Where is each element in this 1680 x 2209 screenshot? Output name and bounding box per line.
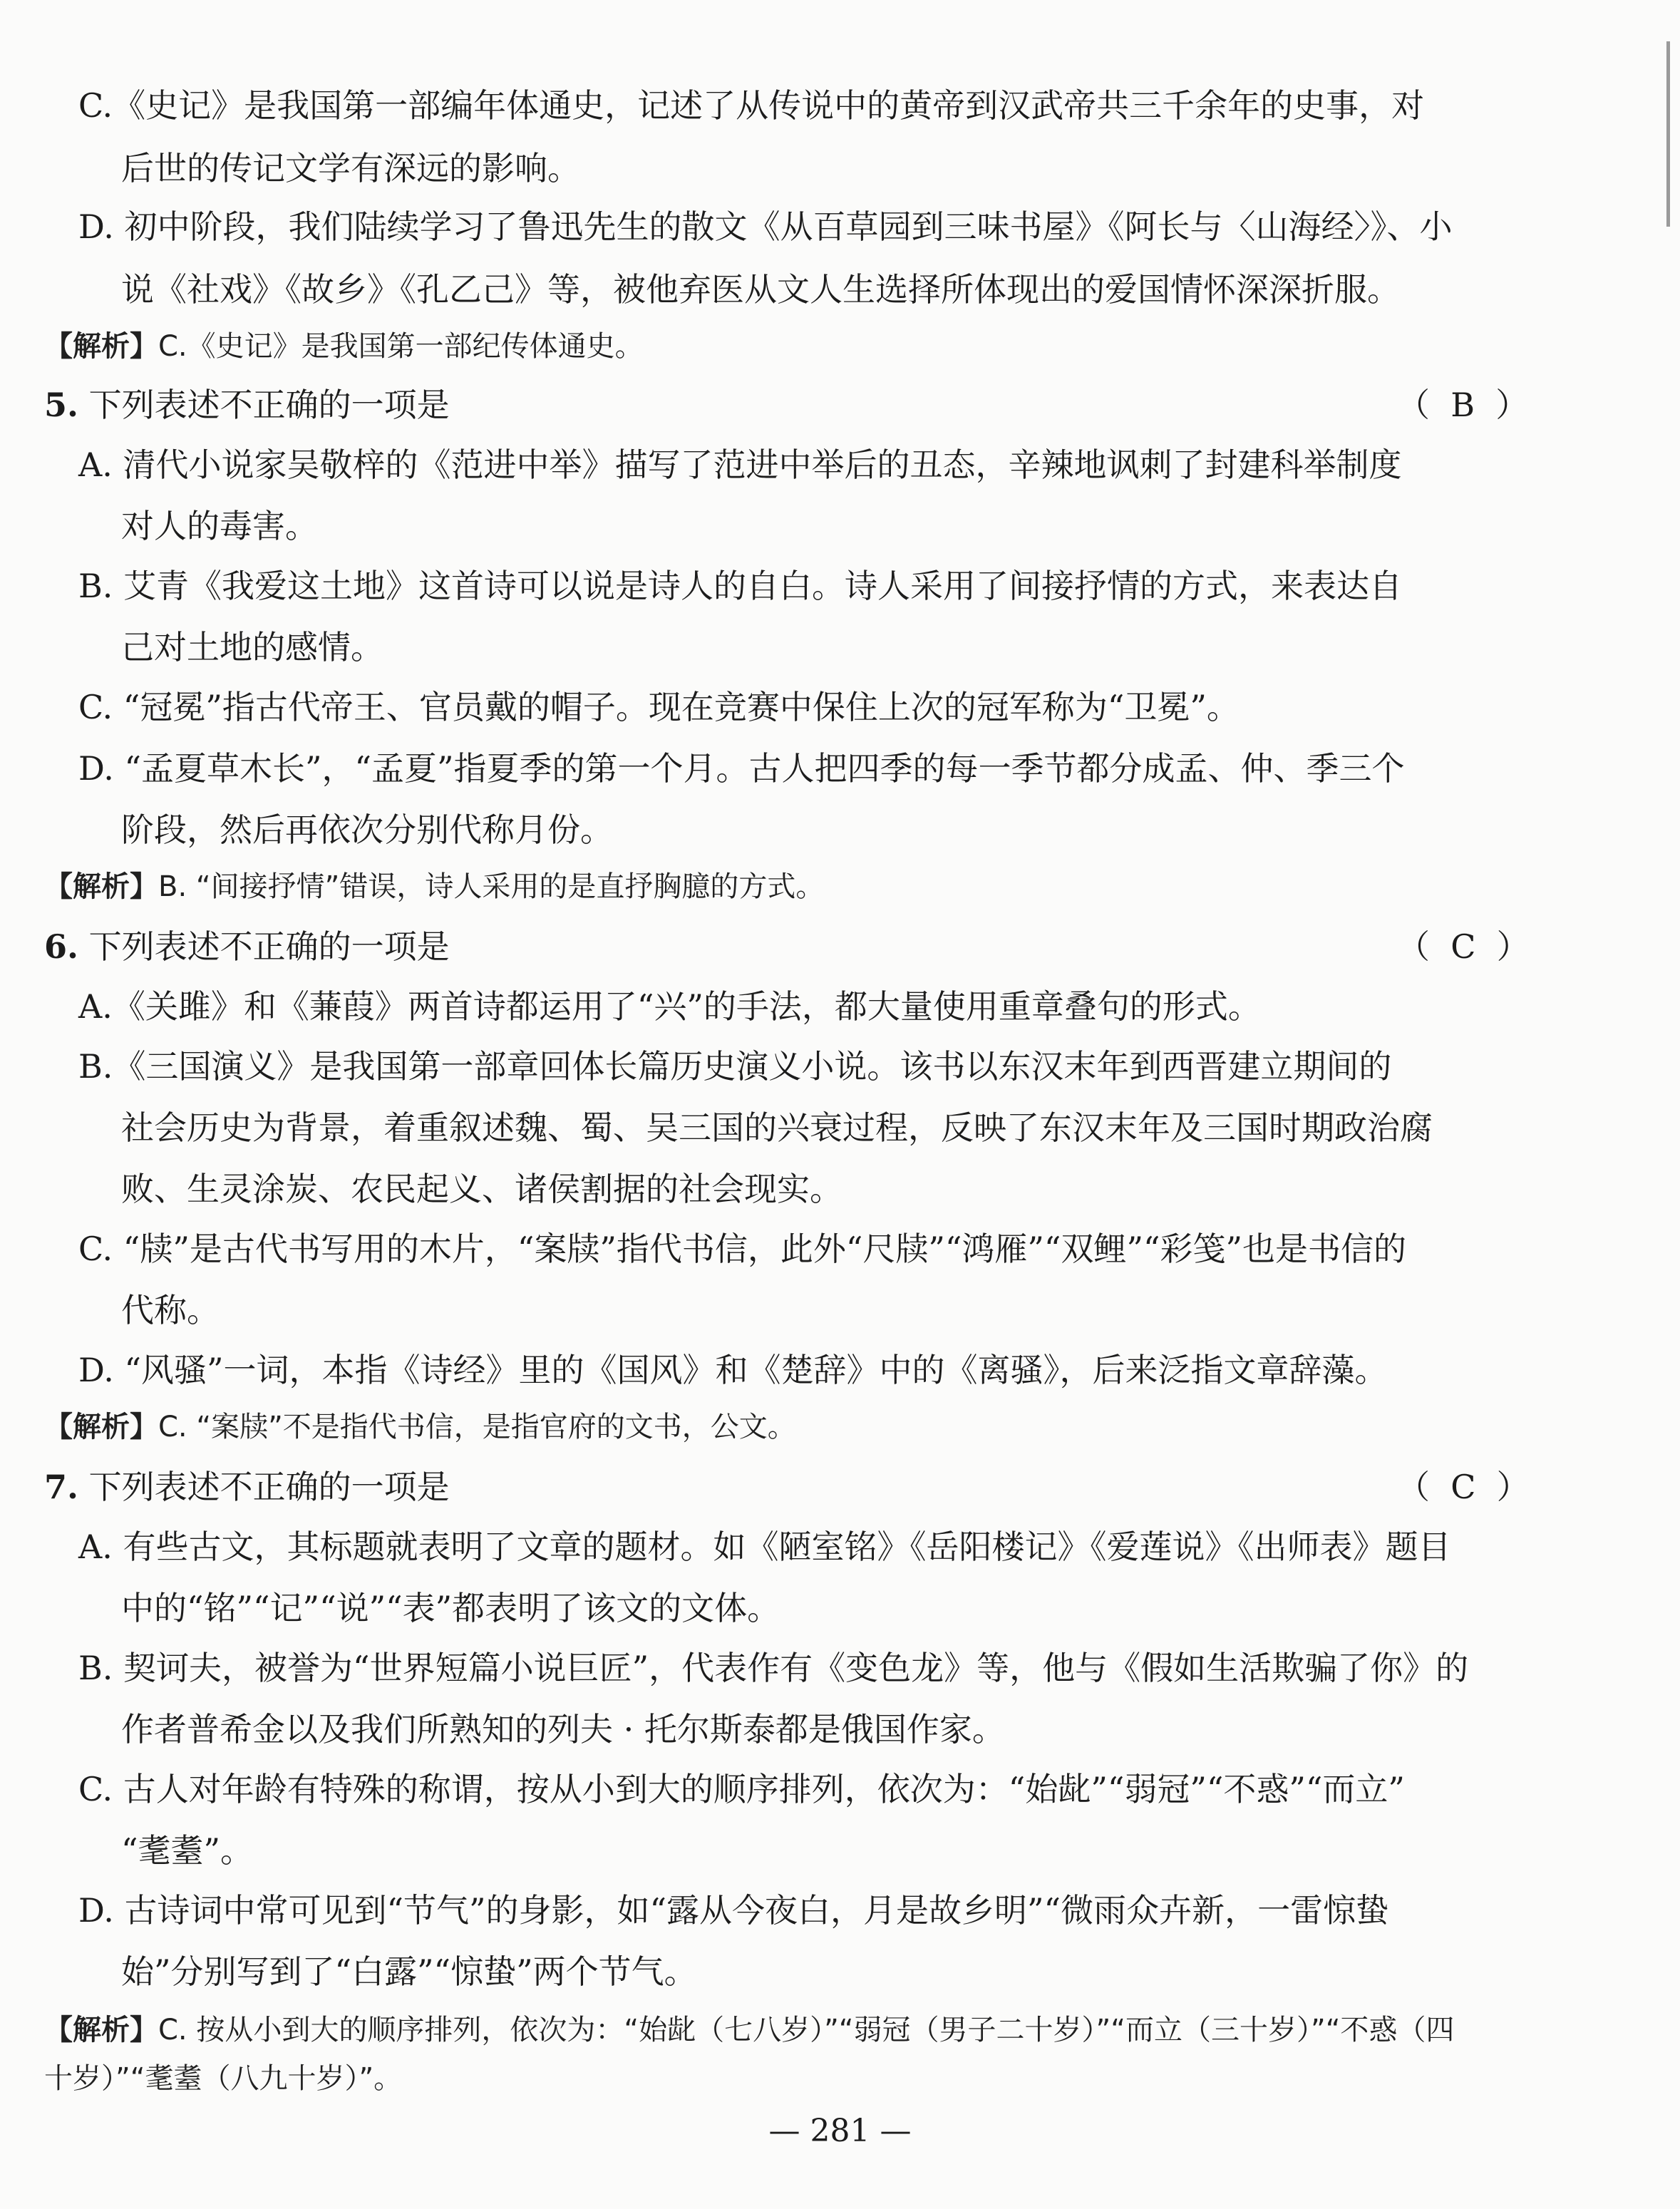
q5-number: 5. (44, 386, 79, 424)
q6-option-d-line1: D. “风骚”一词，本指《诗经》里的《国风》和《楚辞》中的《离骚》，后来泛指文章辞藻。 (78, 1351, 1388, 1389)
q5-stem (44, 383, 450, 426)
q4-option-c-line2: 后世的传记文学有深远的影响。 (121, 149, 580, 187)
q6-analysis-text: C. “案牍”不是指代书信，是指官府的文书，公文。 (158, 1411, 796, 1443)
q7-analysis-text-1: C. 按从小到大的顺序排列，依次为：“始龀（七八岁）”“弱冠（男子二十岁）”“而立（三十岁）”“不惑（四 (158, 2014, 1455, 2046)
q4-option-d-line2: 说《社戏》《故乡》《孔乙己》等，被他弃医从文人生选择所体现出的爱国情怀深深折服。 (121, 270, 1400, 309)
q6-answer: （ C ） (1397, 927, 1530, 966)
page-number: — 281 — (768, 2113, 912, 2149)
q5-option-b-line1: B. 艾青《我爱这土地》这首诗可以说是诗人的自白。诗人采用了间接抒情的方式，来表达自 (78, 567, 1403, 605)
q7-stem (44, 1466, 450, 1508)
q5-option-a-line2: 对人的毒害。 (121, 507, 318, 545)
analysis-tag: 【解析】 (44, 2014, 158, 2046)
q7-stem-text: 下列表述不正确的一项是 (88, 1468, 450, 1506)
q6-option-b-line1: B.《三国演义》是我国第一部章回体长篇历史演义小说。该书以东汉末年到西晋建立期间的 (78, 1047, 1392, 1086)
q7-option-d-line1: D. 古诗词中常可见到“节气”的身影，如“露从今夜白，月是故乡明”“微雨众卉新，一雷惊蛰 (78, 1891, 1389, 1930)
q7-option-c-line1: C. 古人对年龄有特殊的称谓，按从小到大的顺序排列，依次为：“始龀”“弱冠”“不惑”“而立” (78, 1770, 1405, 1808)
q4-option-d-line1: D. 初中阶段，我们陆续学习了鲁迅先生的散文《从百草园到三味书屋》《阿长与〈山海经〉》、小 (78, 207, 1453, 246)
q6-option-c-line1: C. “牍”是古代书写用的木片，“案牍”指代书信，此外“尺牍”“鸿雁”“双鲤”“彩笺”也是书信的 (78, 1230, 1406, 1268)
analysis-tag: 【解析】 (44, 330, 158, 363)
q7-option-c-line2: “耄耋”。 (121, 1831, 254, 1870)
q6-option-b-line2: 社会历史为背景，着重叙述魏、蜀、吴三国的兴衰过程，反映了东汉末年及三国时期政治腐 (121, 1108, 1433, 1147)
q6-option-a-line1: A.《关雎》和《蒹葭》两首诗都运用了“兴”的手法，都大量使用重章叠句的形式。 (78, 987, 1261, 1026)
q7-analysis-line1 (44, 2010, 1454, 2050)
q5-option-d-line2: 阶段，然后再依次分别代称月份。 (121, 810, 613, 849)
q5-analysis-text: B. “间接抒情”错误，诗人采用的是直抒胸臆的方式。 (158, 870, 825, 903)
q4-analysis (44, 326, 644, 366)
q6-option-b-line3: 败、生灵涂炭、农民起义、诸侯割据的社会现实。 (121, 1170, 842, 1208)
q7-number: 7. (44, 1468, 79, 1506)
page-edge-mark (1666, 41, 1670, 227)
q5-option-d-line1: D. “孟夏草木长”，“孟夏”指夏季的第一个月。古人把四季的每一季节都分成孟、仲、季三个 (78, 749, 1405, 788)
q6-analysis (44, 1407, 796, 1447)
q7-option-a-line2: 中的“铭”“记”“说”“表”都表明了该文的文体。 (121, 1589, 780, 1627)
analysis-tag: 【解析】 (44, 1411, 158, 1443)
q7-answer: （ C ） (1397, 1468, 1530, 1506)
q6-option-c-line2: 代称。 (121, 1291, 220, 1329)
q7-option-b-line1: B. 契诃夫，被誉为“世界短篇小说巨匠”，代表作有《变色龙》等，他与《假如生活欺骗了你》的 (78, 1649, 1469, 1687)
q6-stem-text: 下列表述不正确的一项是 (88, 927, 450, 966)
q5-option-b-line2: 己对土地的感情。 (121, 628, 383, 666)
q6-number: 6. (44, 927, 79, 966)
q7-option-a-line1: A. 有些古文，其标题就表明了文章的题材。如《陋室铭》《岳阳楼记》《爱莲说》《出师表》题目 (78, 1528, 1451, 1566)
q4-option-c-line1: C.《史记》是我国第一部编年体通史，记述了从传说中的黄帝到汉武帝共三千余年的史事，对 (78, 86, 1425, 125)
q6-stem (44, 925, 450, 968)
q7-option-d-line2: 始”分别写到了“白露”“惊蛰”两个节气。 (121, 1952, 697, 1991)
analysis-tag: 【解析】 (44, 870, 158, 903)
q5-stem-text: 下列表述不正确的一项是 (88, 386, 450, 424)
q7-analysis-line2: 十岁）”“耄耋（八九十岁）”。 (44, 2062, 403, 2095)
q5-option-a-line1: A. 清代小说家吴敬梓的《范进中举》描写了范进中举后的丑态，辛辣地讽刺了封建科举制度 (78, 446, 1402, 484)
q5-option-c-line1: C. “冠冕”指古代帝王、官员戴的帽子。现在竞赛中保住上次的冠军称为“卫冕”。 (78, 688, 1240, 726)
q4-analysis-text: C.《史记》是我国第一部纪传体通史。 (158, 330, 644, 363)
q7-option-b-line2: 作者普希金以及我们所熟知的列夫 · 托尔斯泰都是俄国作家。 (121, 1710, 1005, 1749)
q5-answer: （ B ） (1397, 386, 1529, 424)
q5-analysis (44, 867, 824, 907)
